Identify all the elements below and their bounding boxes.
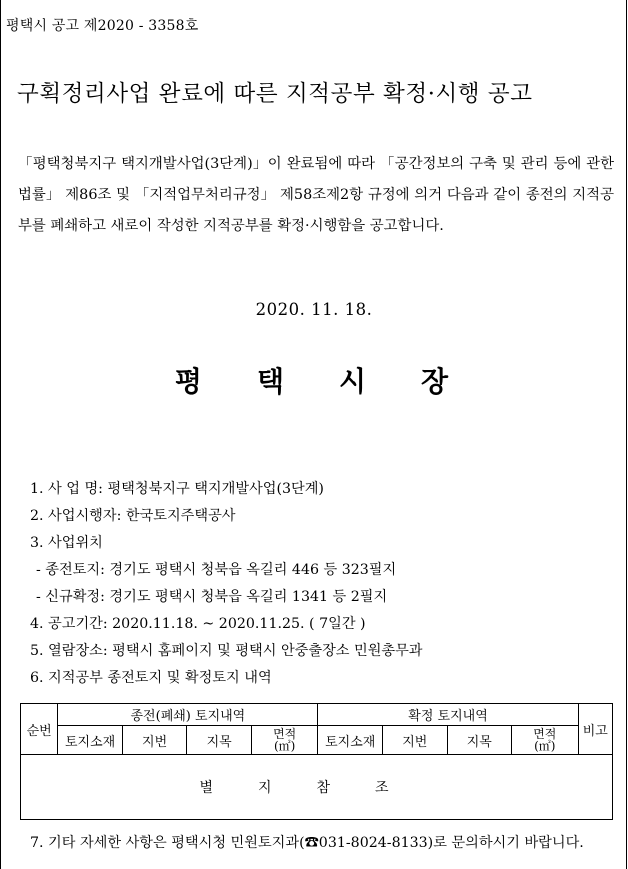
col-prev-lot: 지번 [122, 726, 187, 755]
col-prev-group: 종전(폐쇄) 토지내역 [58, 704, 318, 726]
item-location: 3. 사업위치 [30, 535, 103, 551]
col-new-group: 확정 토지내역 [318, 704, 578, 726]
notice-date: 2020. 11. 18. [255, 300, 373, 319]
col-prev-location: 토지소재 [58, 726, 123, 755]
item-period: 4. 공고기간: 2020.11.18. ~ 2020.11.25. ( 7일간 ) [30, 616, 366, 632]
footer-contact: 7. 기타 자세한 사항은 평택시청 민원토지과(☎031-8024-8133)로 문의하시기 바랍니다. [30, 835, 584, 851]
item-land-records: 6. 지적공부 종전토지 및 확정토지 내역 [30, 670, 272, 686]
col-prev-category: 지목 [187, 726, 252, 755]
col-seq: 순번 [21, 704, 58, 755]
col-new-lot: 지번 [382, 726, 447, 755]
table-body-see-attachment: 별지참조 [21, 755, 613, 820]
col-prev-area: 면적 (㎡) [251, 726, 318, 755]
issuer-name: 평택시장 [174, 365, 504, 398]
col-new-location: 토지소재 [318, 726, 383, 755]
col-new-area: 면적 (㎡) [512, 726, 579, 755]
notice-number: 평택시 공고 제2020 - 3358호 [6, 18, 199, 34]
item-viewing-place: 5. 열람장소: 평택시 홈페이지 및 평택시 안중출장소 민원총무과 [30, 643, 423, 659]
document-title: 구획정리사업 완료에 따른 지적공부 확정·시행 공고 [17, 81, 533, 107]
item-new-land: - 신규확정: 경기도 평택시 청북읍 옥길리 1341 등 2필지 [36, 589, 388, 605]
land-records-table [20, 703, 613, 820]
notice-body: 「평택청북지구 택지개발사업(3단계)」이 완료됨에 따라 「공간정보의 구축 및 관리 등에 관한 법률」 제86조 및 「지적업무처리규정」 제58조제2항 규정에 의거 다음과 같이 종전의 지적공부를 폐쇄하고 새로이 작성한 지적공부를 확정·시행함을 공고합니다. [18, 156, 614, 234]
item-operator: 2. 사업시행자: 한국토지주택공사 [30, 508, 236, 524]
item-prev-land: - 종전토지: 경기도 평택시 청북읍 옥길리 446 등 323필지 [36, 562, 397, 578]
col-remark: 비고 [578, 704, 612, 755]
item-project-name: 1. 사 업 명: 평택청북지구 택지개발사업(3단계) [30, 481, 324, 497]
col-new-category: 지목 [447, 726, 512, 755]
